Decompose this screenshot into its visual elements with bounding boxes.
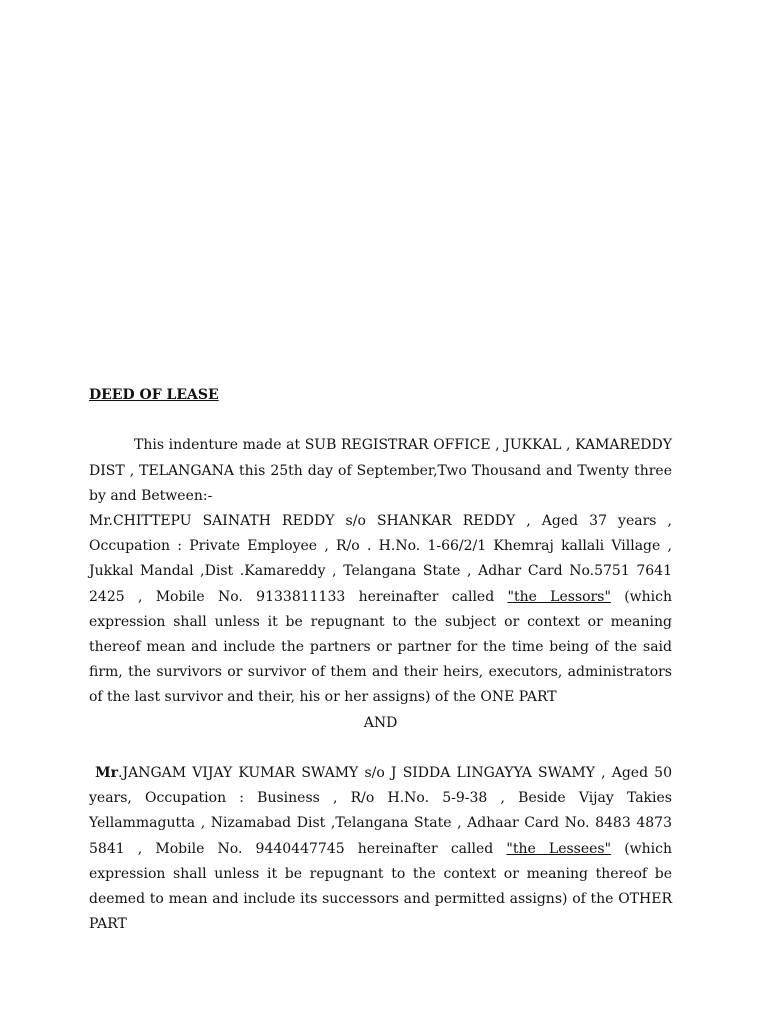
lessee-paragraph (89, 761, 672, 937)
lessor-paragraph (89, 509, 672, 711)
and-separator: AND (363, 714, 398, 731)
document-page (89, 383, 672, 937)
lessee-prefix: Mr (95, 765, 119, 782)
intro-paragraph: This indenture made at SUB REGISTRAR OFFICE , JUKKAL , KAMAREDDY DIST , TELANGANA this 25th day of September,Two Thousand and Twenty three by and Between:- (89, 437, 672, 504)
lessee-details: .JANGAM VIJAY KUMAR SWAMY s/o J SIDDA LINGAYYA SWAMY , Aged 50 years, Occupation : Business , R/o H.No. 5-9-38 , Beside Vijay Takies Yellammagutta , Nizamabad Dist ,Telangana State , Adhaar Card No. 8483 4873 5841 , Mobile No. 9440447745 hereinafter called (89, 765, 672, 857)
lessor-details: Mr.CHITTEPU SAINATH REDDY s/o SHANKAR REDDY , Aged 37 years , Occupation : Private Employee , R/o . H.No. 1-66/2/1 Khemraj kallali Village , Jukkal Mandal ,Dist .Kamareddy , Telangana State , Adhar Card No.5751 7641 2425 , Mobile No. 9133811133 hereinafter called (89, 513, 672, 605)
lessee-label: "the Lessees" (506, 840, 612, 857)
spacer (89, 408, 672, 433)
lessor-clause: (which expression shall unless it be repugnant to the subject or context or meaning thereof mean and include the partners or partner for the time being of the said firm, the survivors or survivor of them and their heirs, executors, administrators of the last survivor and their, his or her assigns) of the ONE PART (89, 588, 673, 706)
spacer (89, 736, 672, 761)
lessee-clause: (which expression shall unless it be repugnant to the context or meaning thereof be deemed to mean and include its successors and permitted assigns) of the OTHER PART (89, 840, 672, 933)
document-title: DEED OF LEASE (89, 387, 219, 403)
lessor-label: "the Lessors" (507, 588, 611, 605)
